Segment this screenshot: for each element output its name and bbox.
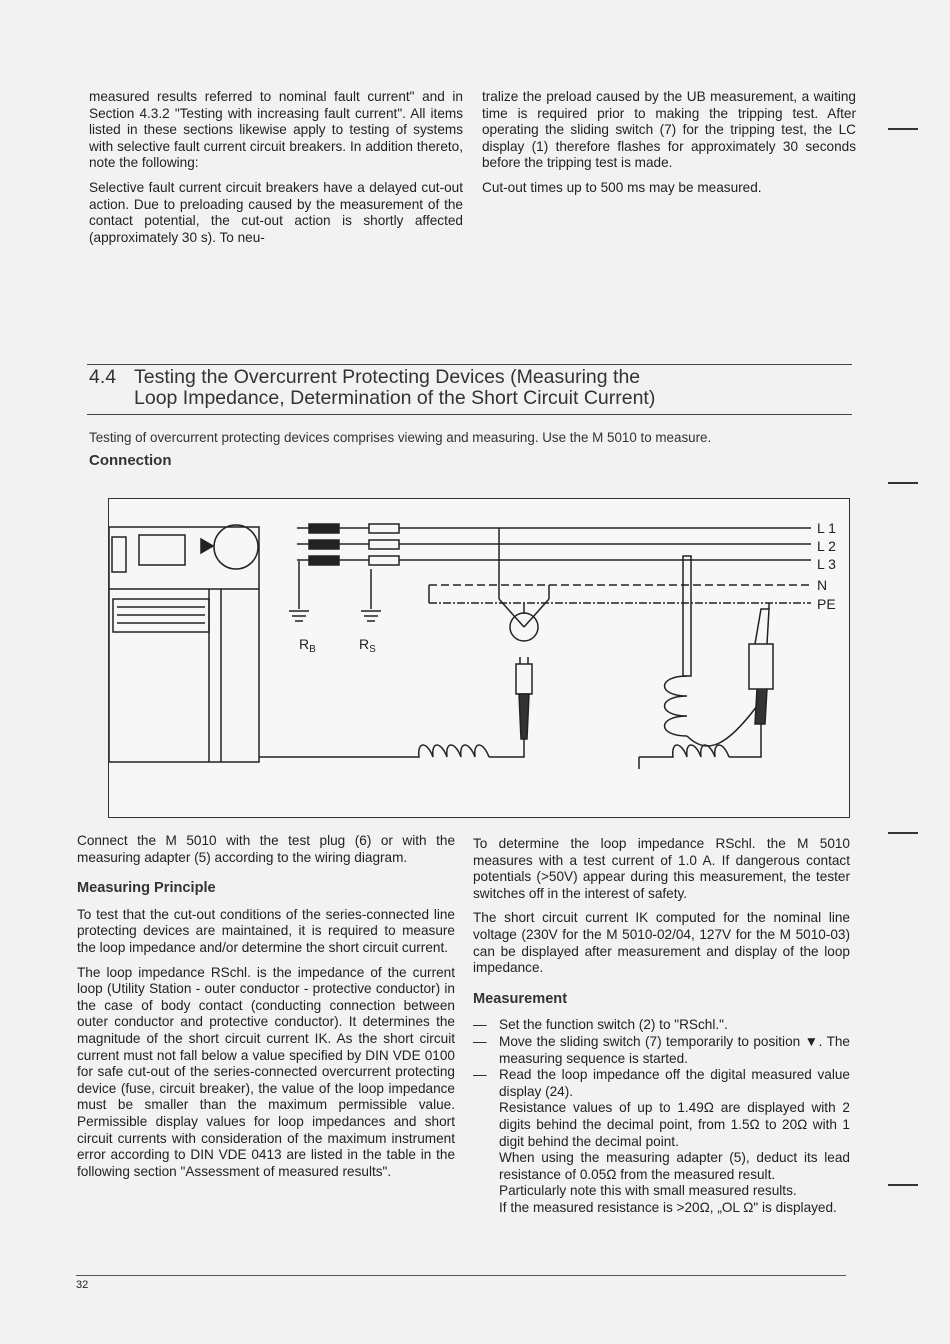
label-l2: L 2 — [817, 538, 836, 554]
note-line: When using the measuring adapter (5), deduct its lead resistance of 0.05Ω from the measured result. — [499, 1150, 850, 1182]
margin-mark — [888, 128, 918, 130]
step-item: — Read the loop impedance off the digital measured value display (24). — [473, 1067, 850, 1100]
paragraph: measured results referred to nominal fault current" and in Section 4.3.2 "Testing with increasing fault current". All items listed in these sections likewise apply to testing of systems with selective fault current circuit breakers. In addition thereto, note the following: — [89, 89, 463, 171]
paragraph: To determine the loop impedance RSchl. the M 5010 measures with a test current of 1.0 A. If dangerous contact potentials (>50V) appear during this measurement, the tester switches off in the interest of safety. — [473, 836, 850, 901]
bottom-left-column — [77, 833, 455, 1188]
connection-heading: Connection — [89, 452, 172, 469]
bottom-right-column — [473, 836, 850, 1216]
measuring-principle-heading: Measuring Principle — [77, 880, 216, 897]
footer-rule — [76, 1275, 846, 1276]
page-number: 32 — [76, 1279, 89, 1291]
measuring-adapter-clip — [749, 644, 773, 689]
label-pe: PE — [817, 596, 836, 612]
connect-paragraph: Connect the M 5010 with the test plug (6) or with the measuring adapter (5) according to the wiring diagram. — [77, 833, 455, 865]
paragraph: tralize the preload caused by the UB measurement, a waiting time is required prior to making the tripping test. After operating the sliding switch (7) for the tripping test, the LC display (1) therefore flashes for approximately 30 seconds before the tripping test is made. — [482, 89, 856, 171]
note-line: Particularly note this with small measured results. — [499, 1183, 797, 1199]
margin-mark — [888, 1184, 918, 1186]
paragraph: The short circuit current IK computed for the nominal line voltage (230V for the M 5010-02/04, 127V for the M 5010-03) can be displayed after measurement and display of the loop impedance. — [473, 910, 850, 976]
section-number: 4.4 — [89, 366, 117, 388]
wiring-diagram — [108, 498, 850, 818]
label-l1: L 1 — [817, 520, 836, 536]
section-title — [89, 367, 655, 409]
step-item: — Set the function switch (2) to "RSchl.". — [473, 1017, 850, 1034]
paragraph: Cut-out times up to 500 ms may be measured. — [482, 179, 762, 195]
note-line: Resistance values of up to 1.49Ω are displayed with 2 digits behind the decimal point, from 1.5Ω to 20Ω with 1 digit behind the decimal point. — [499, 1100, 850, 1149]
tester-display — [139, 535, 185, 565]
label-n: N — [817, 577, 828, 593]
test-plug — [516, 664, 532, 694]
section-intro: Testing of overcurrent protecting devices comprises viewing and measuring. Use the M 5010 to measure. — [89, 430, 712, 445]
step-item: — Move the sliding switch (7) temporarily to position ▼. The measuring sequence is started. — [473, 1034, 850, 1067]
section-title-line2: Loop Impedance, Determination of the Short Circuit Current) — [134, 387, 656, 409]
margin-mark — [888, 832, 918, 834]
label-rs: $R_S$ — [359, 636, 376, 655]
section-title-line1: Testing the Overcurrent Protecting Devices (Measuring the — [134, 366, 641, 388]
function-switch-knob — [214, 525, 258, 569]
wiring-diagram-svg — [109, 499, 849, 817]
paragraph: The loop impedance RSchl. is the impedance of the current loop (Utility Station - outer conductor - protective conductor) in the case of body contact (conducting connection between outer conductor and protective conductor). It determines the magnitude of the short circuit current IK. As the short circuit current must not fall below a value specified by DIN VDE 0100 for safe cut-out of the series-connected overcurrent protecting device (fuse, circuit breaker), the value of the loop impedance must be smaller than the maximum permissible value. Permissible display values for loop impedances and short circuit currents with consideration of the maximum instrument error according to DIN VDE 0413 are listed in the table in the following section "Assessment of measured results". — [77, 964, 455, 1179]
label-l3: L 3 — [817, 556, 836, 572]
paragraph: To test that the cut-out conditions of the series-connected line protecting devices are maintained, it is required to measure the loop impedance and/or determine the short circuit current. — [77, 906, 455, 955]
note-line: If the measured resistance is >20Ω, „OL Ω" is displayed. — [499, 1199, 837, 1215]
step-notes — [473, 1100, 850, 1216]
tester-body — [109, 527, 259, 762]
section-rule-top — [87, 364, 852, 365]
probe-rod — [683, 556, 691, 676]
top-left-column — [89, 89, 463, 254]
margin-mark — [888, 482, 918, 484]
measurement-heading: Measurement — [473, 990, 568, 1007]
section-rule-bottom — [87, 414, 852, 415]
top-right-column — [482, 89, 856, 205]
paragraph: Selective fault current circuit breakers have a delayed cut-out action. Due to preloading caused by the measurement of the contact potential, the cut-out action is shortly affected (approximately 30 s). To neu- — [89, 179, 463, 245]
label-rb: $R_B$ — [299, 636, 316, 655]
measurement-steps — [473, 1017, 850, 1100]
